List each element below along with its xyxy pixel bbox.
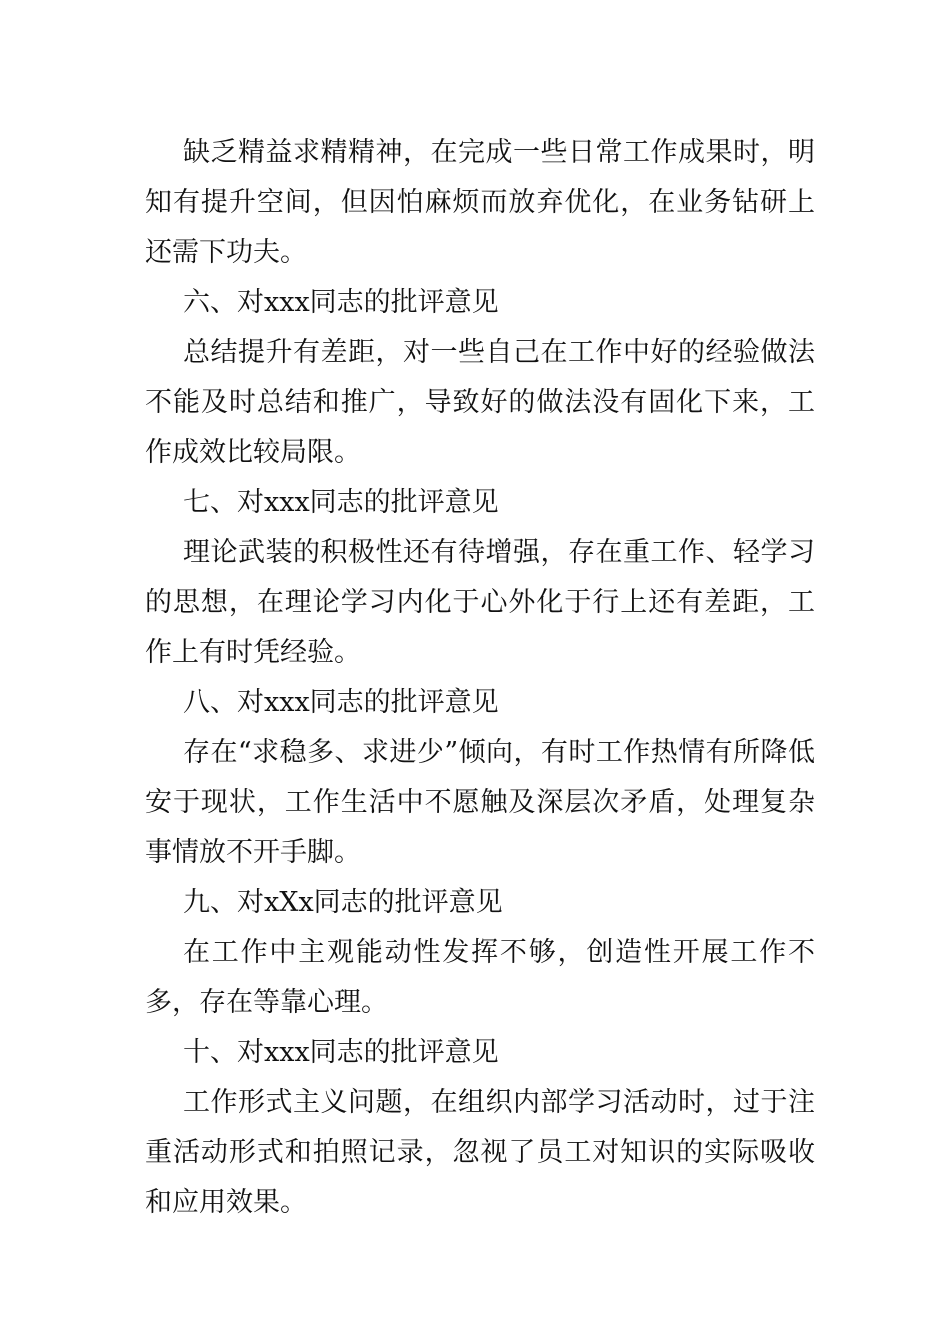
- heading-section-7: 七、对xxx同志的批评意见: [183, 487, 499, 518]
- paragraph-lacking-excellence: 缺乏精益求精精神，在完成一些日常工作成果时，明知有提升空间，但因怕麻烦而放弃优化，在业务钻研上还需下功夫。: [145, 137, 815, 268]
- heading-section-10: 十、对xxx同志的批评意见: [183, 1037, 499, 1068]
- heading-section-9: 九、对xXx同志的批评意见: [183, 887, 503, 918]
- heading-section-6: 六、对xxx同志的批评意见: [183, 287, 499, 318]
- paragraph-section-6: 总结提升有差距，对一些自己在工作中好的经验做法不能及时总结和推广，导致好的做法没有固化下来，工作成效比较局限。: [145, 337, 815, 468]
- paragraph-section-8: 存在“求稳多、求进少”倾向，有时工作热情有所降低 安于现状，工作生活中不愿触及深层次矛盾，处理复杂事情放不开手脚。: [145, 737, 815, 868]
- paragraph-section-9: 在工作中主观能动性发挥不够，创造性开展工作不多，存在等靠心理。: [145, 937, 815, 1018]
- document-page: [145, 128, 815, 1228]
- paragraph-section-10: 工作形式主义问题，在组织内部学习活动时，过于注重活动形式和拍照记录，忽视了员工对知识的实际吸收和应用效果。: [145, 1087, 815, 1218]
- paragraph-section-7: 理论武装的积极性还有待增强，存在重工作、轻学习的思想，在理论学习内化于心外化于行上还有差距，工作上有时凭经验。: [145, 537, 815, 668]
- heading-section-8: 八、对xxx同志的批评意见: [183, 687, 499, 718]
